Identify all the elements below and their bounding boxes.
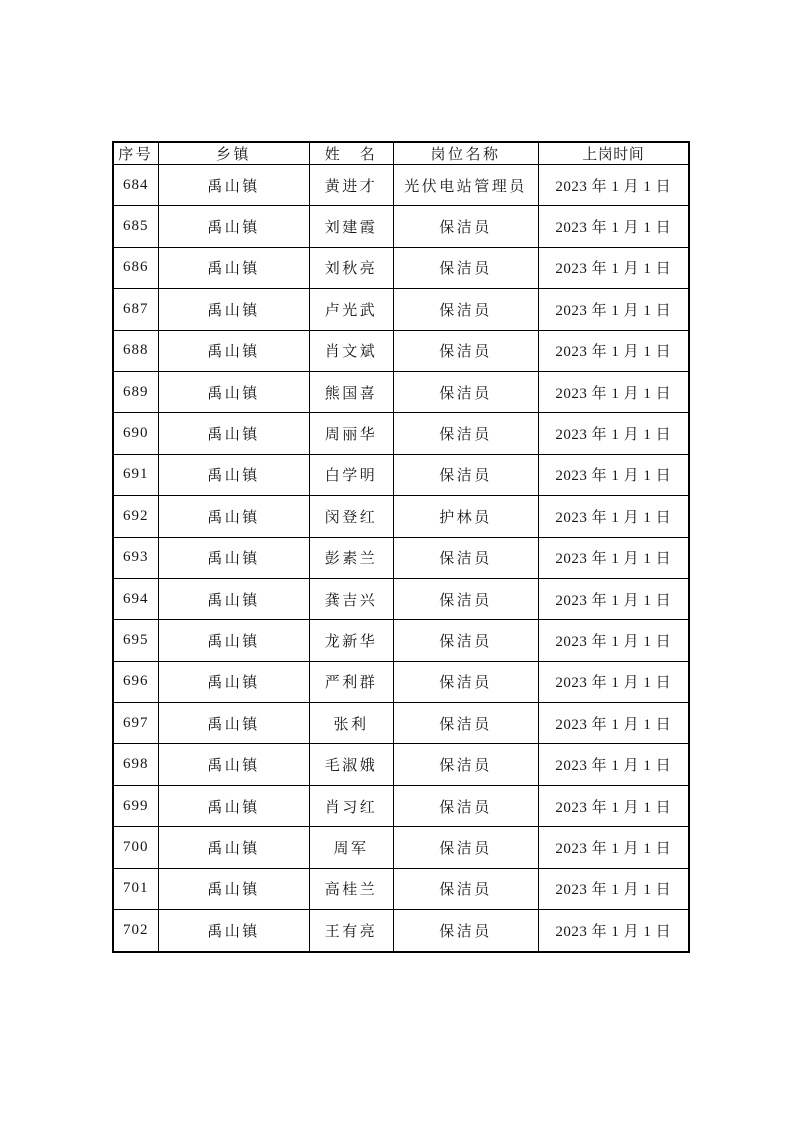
cell-name: 刘秋亮 — [309, 247, 393, 288]
cell-start-date: 2023 年 1 月 1 日 — [538, 247, 689, 288]
cell-position: 保洁员 — [393, 413, 538, 454]
cell-serial-number: 684 — [113, 165, 158, 206]
cell-serial-number: 699 — [113, 785, 158, 826]
cell-serial-number: 686 — [113, 247, 158, 288]
table-row — [113, 620, 689, 661]
cell-name: 熊国喜 — [309, 371, 393, 412]
cell-start-date: 2023 年 1 月 1 日 — [538, 330, 689, 371]
cell-start-date: 2023 年 1 月 1 日 — [538, 703, 689, 744]
table-header-row — [113, 142, 689, 165]
cell-serial-number: 687 — [113, 289, 158, 330]
cell-township: 禹山镇 — [158, 206, 309, 247]
cell-position: 保洁员 — [393, 910, 538, 952]
cell-serial-number: 700 — [113, 827, 158, 868]
cell-serial-number: 693 — [113, 537, 158, 578]
cell-township: 禹山镇 — [158, 496, 309, 537]
table-row — [113, 537, 689, 578]
cell-township: 禹山镇 — [158, 371, 309, 412]
cell-position: 保洁员 — [393, 868, 538, 909]
cell-name: 白学明 — [309, 454, 393, 495]
table-row — [113, 165, 689, 206]
cell-position: 保洁员 — [393, 744, 538, 785]
cell-start-date: 2023 年 1 月 1 日 — [538, 371, 689, 412]
cell-name: 周丽华 — [309, 413, 393, 454]
table-row — [113, 454, 689, 495]
cell-township: 禹山镇 — [158, 910, 309, 952]
cell-name: 严利群 — [309, 661, 393, 702]
cell-position: 护林员 — [393, 496, 538, 537]
cell-serial-number: 695 — [113, 620, 158, 661]
cell-name: 肖文斌 — [309, 330, 393, 371]
cell-serial-number: 689 — [113, 371, 158, 412]
header-no: 序号 — [113, 142, 158, 165]
cell-position: 保洁员 — [393, 454, 538, 495]
cell-name: 张利 — [309, 703, 393, 744]
table-row — [113, 247, 689, 288]
table-row — [113, 206, 689, 247]
cell-position: 保洁员 — [393, 578, 538, 619]
cell-name: 毛淑娥 — [309, 744, 393, 785]
cell-start-date: 2023 年 1 月 1 日 — [538, 744, 689, 785]
header-position: 岗位名称 — [393, 142, 538, 165]
table-body — [113, 165, 689, 953]
cell-start-date: 2023 年 1 月 1 日 — [538, 785, 689, 826]
cell-name: 高桂兰 — [309, 868, 393, 909]
cell-name: 周军 — [309, 827, 393, 868]
cell-name: 龚吉兴 — [309, 578, 393, 619]
cell-township: 禹山镇 — [158, 661, 309, 702]
table-row — [113, 703, 689, 744]
cell-start-date: 2023 年 1 月 1 日 — [538, 868, 689, 909]
cell-start-date: 2023 年 1 月 1 日 — [538, 910, 689, 952]
cell-position: 保洁员 — [393, 785, 538, 826]
table-row — [113, 785, 689, 826]
cell-serial-number: 688 — [113, 330, 158, 371]
cell-township: 禹山镇 — [158, 165, 309, 206]
cell-township: 禹山镇 — [158, 330, 309, 371]
personnel-table — [112, 141, 690, 953]
table-row — [113, 827, 689, 868]
table-row — [113, 330, 689, 371]
cell-township: 禹山镇 — [158, 454, 309, 495]
table-row — [113, 289, 689, 330]
cell-name: 彭素兰 — [309, 537, 393, 578]
table-row — [113, 910, 689, 952]
cell-township: 禹山镇 — [158, 703, 309, 744]
cell-position: 保洁员 — [393, 620, 538, 661]
cell-name: 卢光武 — [309, 289, 393, 330]
cell-position: 保洁员 — [393, 206, 538, 247]
header-name: 姓 名 — [309, 142, 393, 165]
table-row — [113, 496, 689, 537]
cell-position: 保洁员 — [393, 330, 538, 371]
cell-township: 禹山镇 — [158, 578, 309, 619]
cell-start-date: 2023 年 1 月 1 日 — [538, 661, 689, 702]
table-row — [113, 371, 689, 412]
cell-township: 禹山镇 — [158, 289, 309, 330]
cell-township: 禹山镇 — [158, 247, 309, 288]
cell-serial-number: 698 — [113, 744, 158, 785]
cell-serial-number: 692 — [113, 496, 158, 537]
cell-start-date: 2023 年 1 月 1 日 — [538, 206, 689, 247]
cell-start-date: 2023 年 1 月 1 日 — [538, 165, 689, 206]
cell-name: 黄进才 — [309, 165, 393, 206]
cell-position: 保洁员 — [393, 703, 538, 744]
table-row — [113, 868, 689, 909]
header-town: 乡镇 — [158, 142, 309, 165]
cell-start-date: 2023 年 1 月 1 日 — [538, 620, 689, 661]
cell-serial-number: 694 — [113, 578, 158, 619]
cell-serial-number: 702 — [113, 910, 158, 952]
cell-start-date: 2023 年 1 月 1 日 — [538, 454, 689, 495]
cell-start-date: 2023 年 1 月 1 日 — [538, 537, 689, 578]
cell-township: 禹山镇 — [158, 537, 309, 578]
cell-position: 保洁员 — [393, 247, 538, 288]
cell-serial-number: 685 — [113, 206, 158, 247]
cell-position: 保洁员 — [393, 827, 538, 868]
cell-township: 禹山镇 — [158, 620, 309, 661]
cell-position: 保洁员 — [393, 537, 538, 578]
cell-position: 保洁员 — [393, 661, 538, 702]
table-row — [113, 744, 689, 785]
cell-name: 肖习红 — [309, 785, 393, 826]
cell-township: 禹山镇 — [158, 827, 309, 868]
cell-position: 保洁员 — [393, 289, 538, 330]
cell-name: 刘建霞 — [309, 206, 393, 247]
cell-position: 光伏电站管理员 — [393, 165, 538, 206]
cell-name: 龙新华 — [309, 620, 393, 661]
cell-serial-number: 701 — [113, 868, 158, 909]
cell-serial-number: 697 — [113, 703, 158, 744]
table-row — [113, 578, 689, 619]
cell-start-date: 2023 年 1 月 1 日 — [538, 578, 689, 619]
cell-serial-number: 690 — [113, 413, 158, 454]
cell-serial-number: 691 — [113, 454, 158, 495]
header-date: 上岗时间 — [538, 142, 689, 165]
cell-start-date: 2023 年 1 月 1 日 — [538, 827, 689, 868]
cell-start-date: 2023 年 1 月 1 日 — [538, 289, 689, 330]
cell-name: 王有亮 — [309, 910, 393, 952]
cell-township: 禹山镇 — [158, 868, 309, 909]
cell-start-date: 2023 年 1 月 1 日 — [538, 413, 689, 454]
table-row — [113, 413, 689, 454]
cell-position: 保洁员 — [393, 371, 538, 412]
cell-start-date: 2023 年 1 月 1 日 — [538, 496, 689, 537]
cell-township: 禹山镇 — [158, 785, 309, 826]
table-row — [113, 661, 689, 702]
cell-township: 禹山镇 — [158, 413, 309, 454]
cell-township: 禹山镇 — [158, 744, 309, 785]
cell-serial-number: 696 — [113, 661, 158, 702]
cell-name: 闵登红 — [309, 496, 393, 537]
